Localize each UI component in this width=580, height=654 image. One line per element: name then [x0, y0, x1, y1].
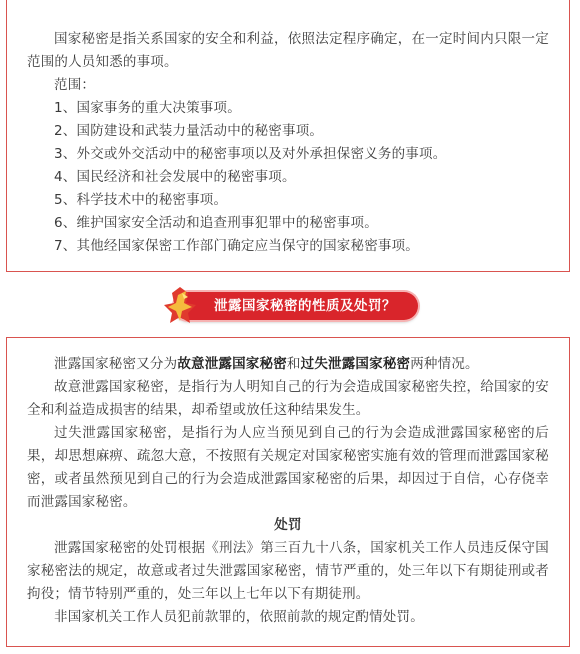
intentional-definition: 故意泄露国家秘密，是指行为人明知自己的行为会造成国家秘密失控，给国家的安全和利益造成损害的结果，却希望或放任这种结果发生。 — [27, 379, 549, 418]
scope-item-5: 5、科学技术中的秘密事项。 — [54, 192, 228, 208]
negligent-definition: 过失泄露国家秘密，是指行为人应当预见到自己的行为会造成泄露国家秘密的后果，却思想麻痹、疏忽大意，不按照有关规定对国家秘密实施有效的管理而泄露国家秘密，或者虽然预见到自己的行为会造成泄露国家秘密的后果，却因过于自信，心存侥幸而泄露国家秘密。 — [27, 425, 549, 510]
penalty-non-official-text: 非国家机关工作人员犯前款罪的，依照前款的规定酌情处罚。 — [54, 609, 424, 625]
scope-item-6: 6、维护国家安全活动和追查刑事犯罪中的秘密事项。 — [54, 215, 378, 231]
penalty-law-text: 泄露国家秘密的处罚根据《刑法》第三百九十八条，国家机关工作人员违反保守国家秘密法的规定，故意或者过失泄露国家秘密，情节严重的，处三年以下有期徒刑或者拘役；情节特别严重的，处三年以上七年以下有期徒刑。 — [27, 540, 549, 602]
intentional-leak-term: 故意泄露国家秘密 — [177, 356, 287, 372]
scope-item-3: 3、外交或外交活动中的秘密事项以及对外承担保密义务的事项。 — [54, 146, 447, 162]
negligent-leak-term: 过失泄露国家秘密 — [300, 356, 411, 372]
penalty-content — [7, 338, 569, 629]
definition-box — [6, 0, 570, 272]
penalty-heading: 处罚 — [274, 517, 302, 533]
scope-label: 范围： — [54, 77, 96, 93]
scope-item-7: 7、其他经国家保密工作部门确定应当保守的国家秘密事项。 — [54, 238, 419, 254]
scope-item-2: 2、国防建设和武装力量活动中的秘密事项。 — [54, 123, 324, 139]
types-paragraph — [7, 353, 569, 376]
scope-item-1: 1、国家事务的重大决策事项。 — [54, 100, 241, 116]
types-text-a: 泄露国家秘密又分为 — [54, 356, 178, 372]
scope-item-4: 4、国民经济和社会发展中的秘密事项。 — [54, 169, 296, 185]
definition-text: 国家秘密是指关系国家的安全和利益，依照法定程序确定，在一定时间内只限一定范围的人员知悉的事项。 — [27, 31, 549, 70]
types-text-c: 和 — [286, 356, 301, 372]
banner-title: 泄露国家秘密的性质及处罚？ — [214, 298, 396, 314]
types-text-e: 两种情况。 — [410, 356, 479, 372]
section-banner — [158, 283, 420, 327]
definition-content — [7, 0, 569, 258]
penalty-box — [6, 337, 570, 647]
